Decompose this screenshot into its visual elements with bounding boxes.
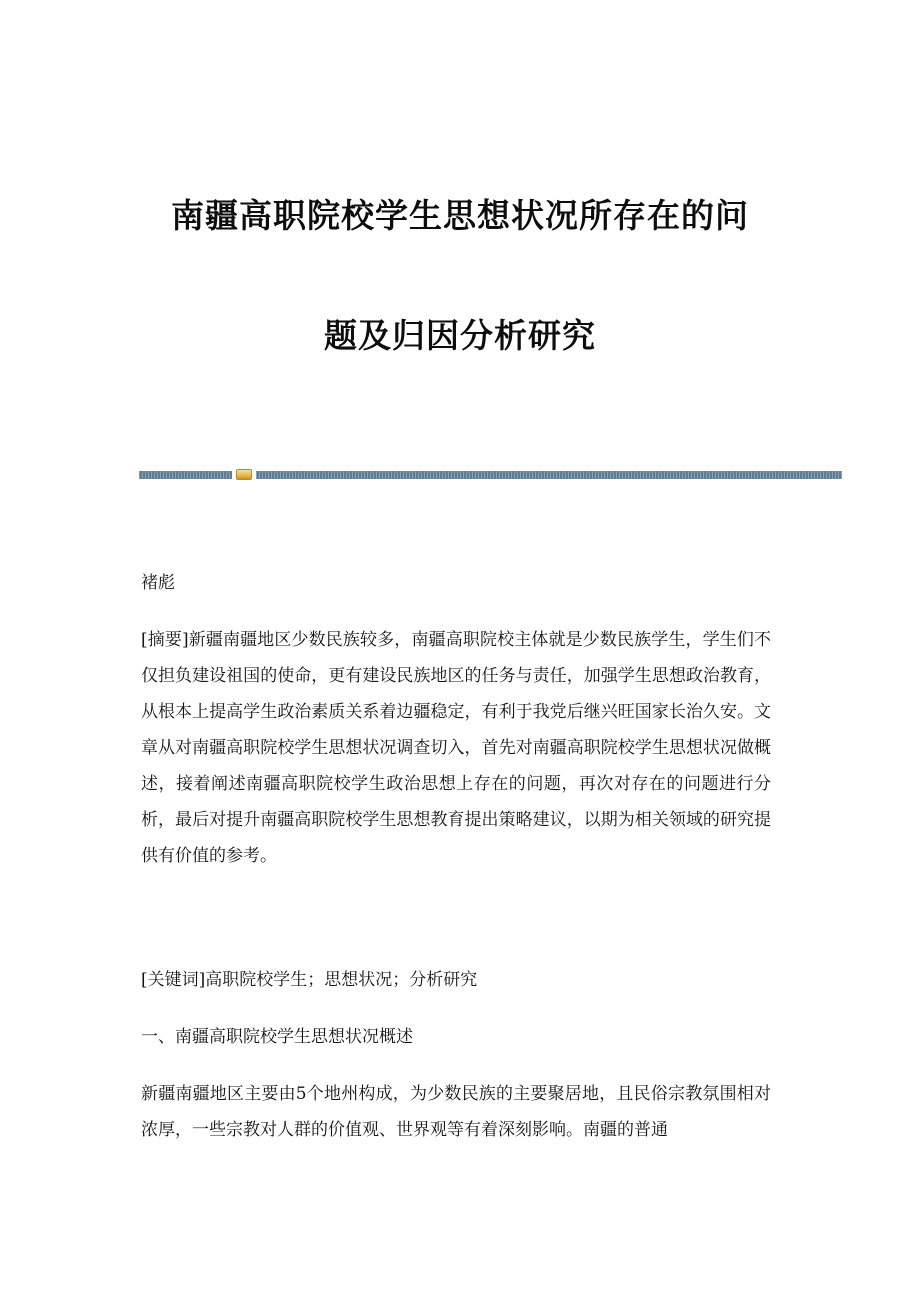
- author-name: 褚彪: [141, 573, 175, 593]
- section-heading: 一、南疆高职院校学生思想状况概述: [141, 1027, 413, 1047]
- title-divider-left: [139, 471, 232, 479]
- keywords-line: [关键词]高职院校学生；思想状况；分析研究: [141, 970, 478, 990]
- paper-title-line-1: 南疆高职院校学生思想状况所存在的问: [171, 196, 749, 235]
- divider-ornament-icon: [236, 469, 252, 480]
- section-paragraph: 新疆南疆地区主要由5个地州构成，为少数民族的主要聚居地，且民俗宗教氛围相对浓厚，一些宗教对人群的价值观、世界观等有着深刻影响。南疆的普通: [141, 1084, 771, 1140]
- title-divider-right: [256, 471, 842, 479]
- paper-title-line-2: 题及归因分析研究: [324, 316, 596, 355]
- abstract-paragraph: [摘要]新疆南疆地区少数民族较多，南疆高职院校主体就是少数民族学生，学生们不仅担负建设祖国的使命，更有建设民族地区的任务与责任，加强学生思想政治教育，从根本上提高学生政治素质关系着边疆稳定，有利于我党后继兴旺国家长治久安。文章从对南疆高职院校学生思想状况调查切入，首先对南疆高职院校学生思想状况做概述，接着阐述南疆高职院校学生政治思想上存在的问题，再次对存在的问题进行分析，最后对提升南疆高职院校学生思想教育提出策略建议，以期为相关领域的研究提供有价值的参考。: [141, 630, 771, 866]
